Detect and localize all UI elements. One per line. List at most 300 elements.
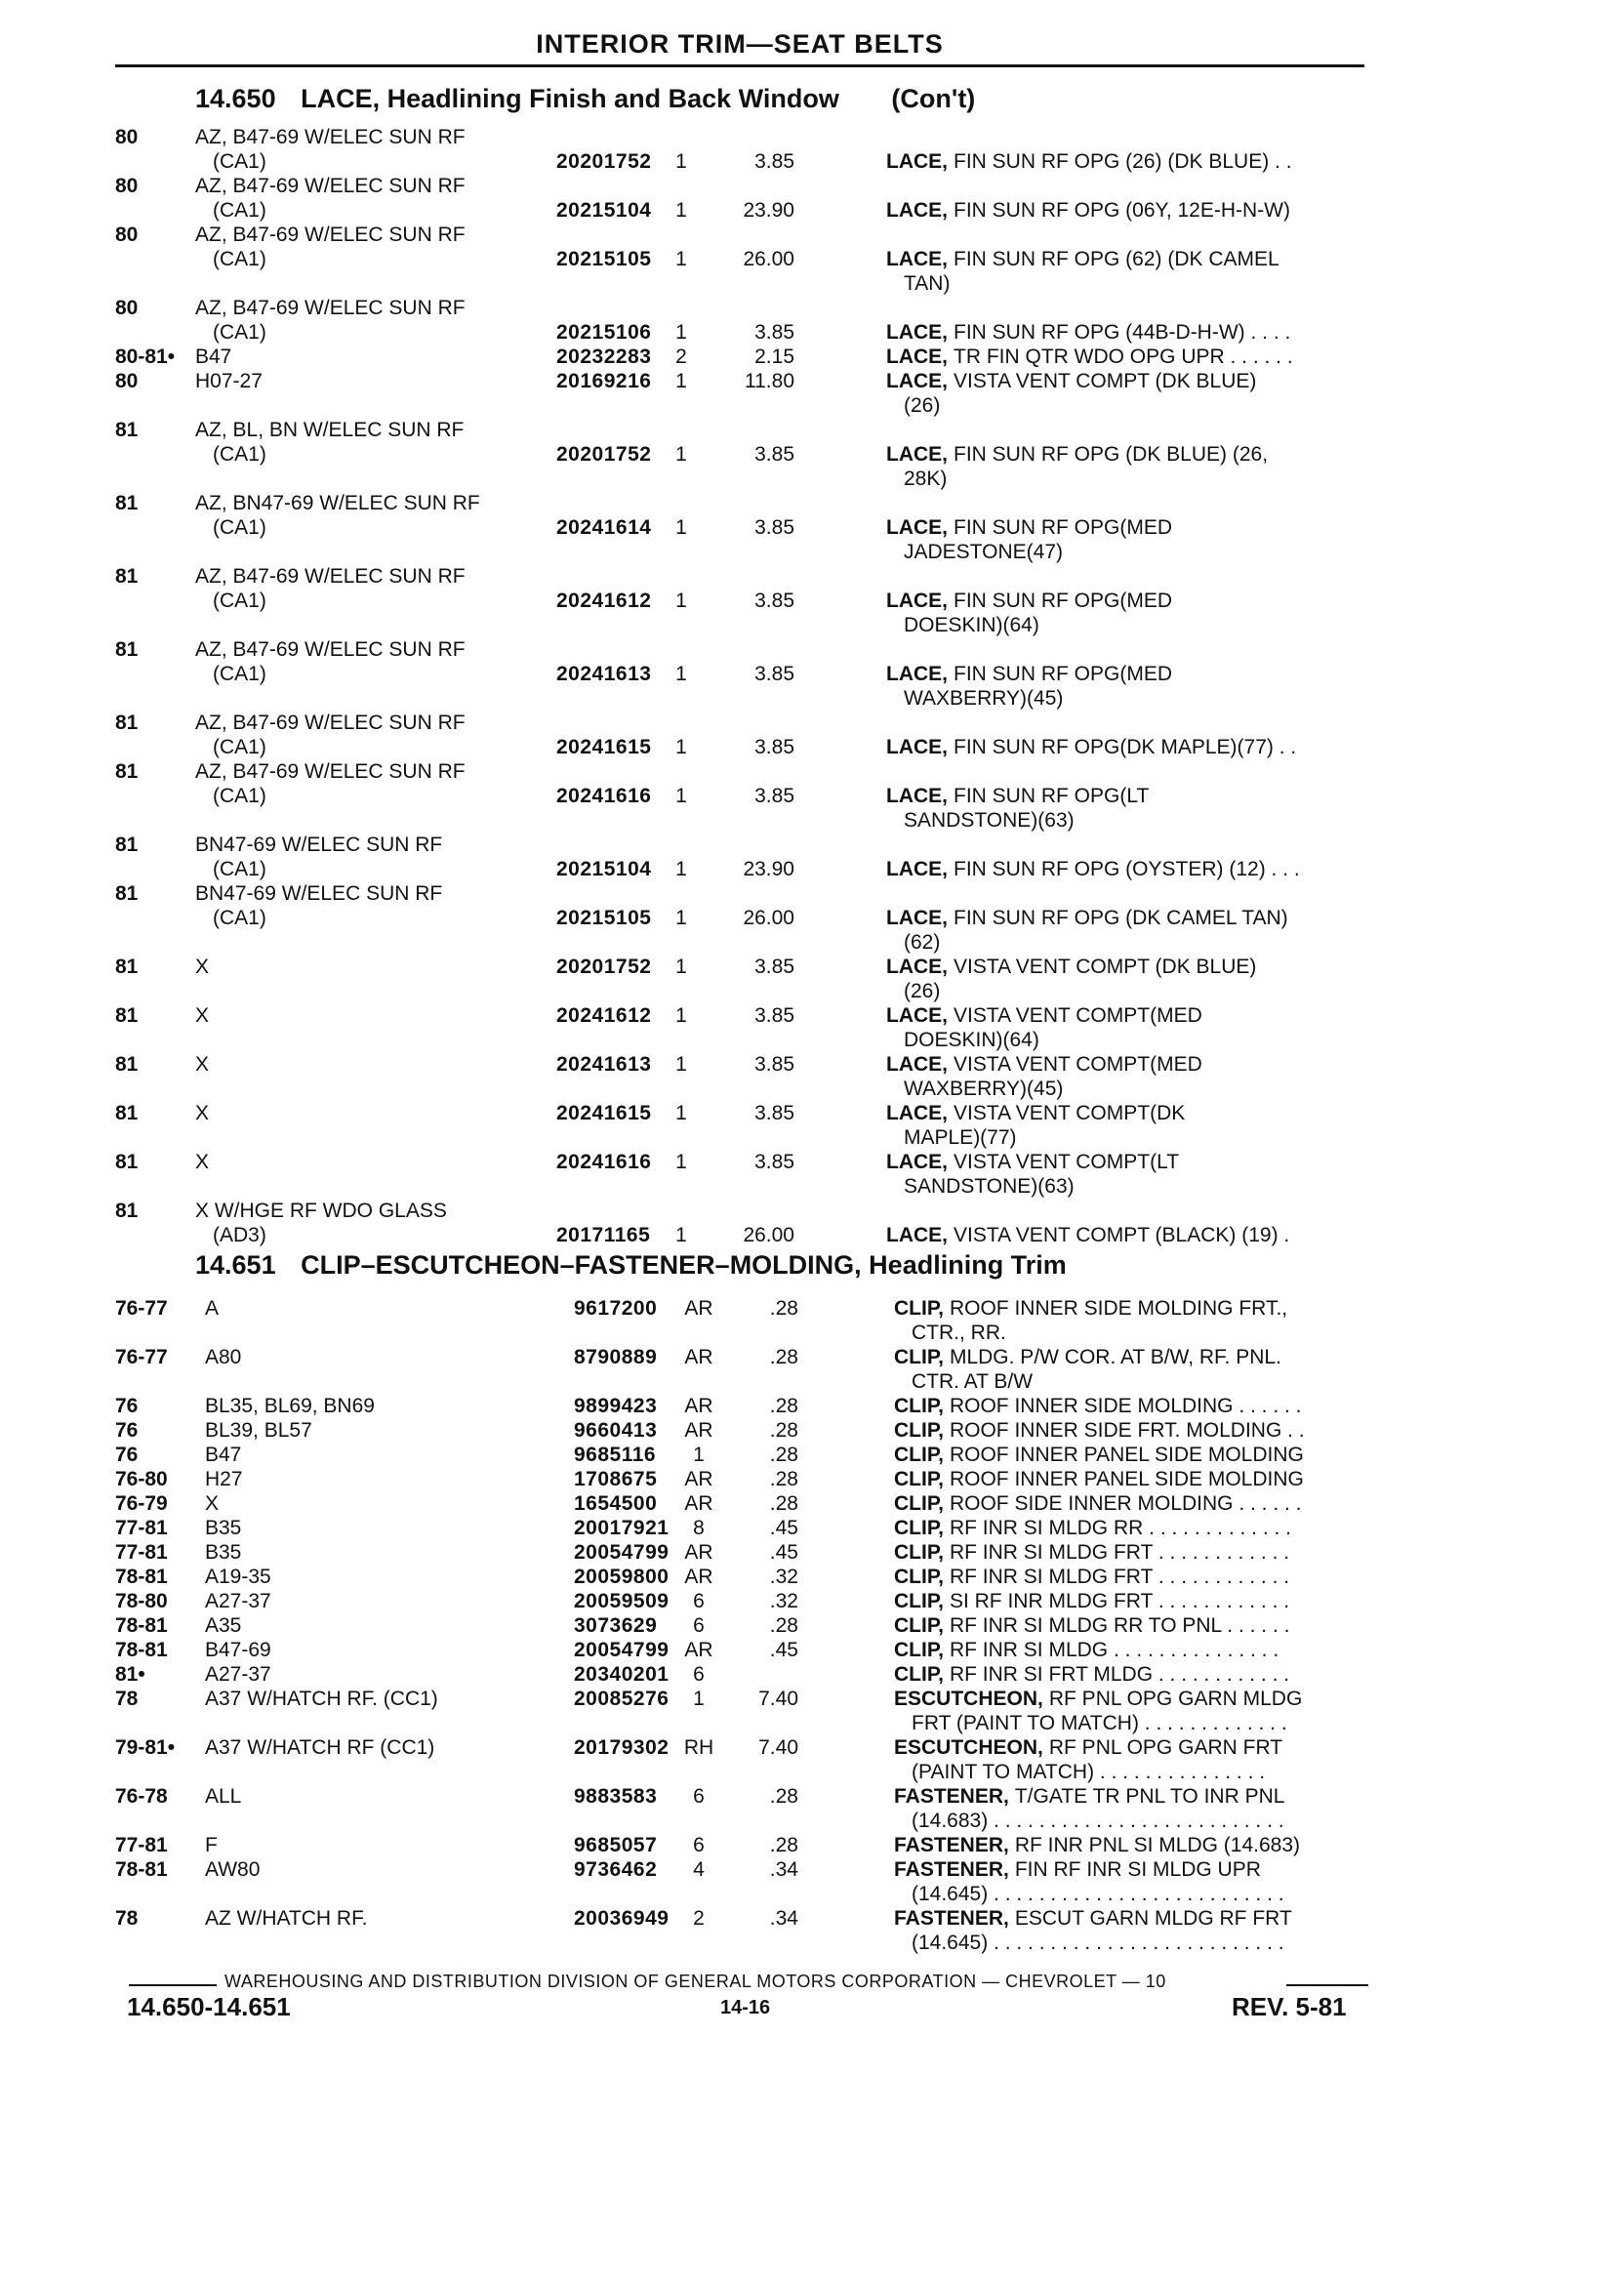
model-text: X	[195, 1102, 215, 1124]
model-applicability	[213, 1223, 550, 1247]
price: .28	[769, 1346, 798, 1368]
description-text: FIN SUN RF OPG (62) (DK CAMEL	[954, 248, 1279, 270]
description-continuation: WAXBERRY)(45)	[904, 1078, 1064, 1100]
price: .28	[769, 1834, 798, 1856]
year-range: 77-81	[115, 1541, 168, 1564]
quantity: 1	[675, 663, 687, 685]
price: 3.85	[754, 956, 794, 978]
price: .28	[769, 1444, 798, 1466]
description	[886, 369, 1384, 393]
price: 7.40	[758, 1736, 798, 1759]
quantity: 6	[693, 1590, 705, 1612]
description-keyword: LACE,	[886, 346, 948, 368]
description-text: TR FIN QTR WDO OPG UPR . . . . . .	[954, 346, 1293, 368]
quantity: 1	[675, 443, 687, 466]
description-keyword: LACE,	[886, 956, 948, 978]
description-text: VISTA VENT COMPT(LT	[954, 1151, 1180, 1173]
description-keyword: LACE,	[886, 443, 948, 466]
part-number: 20054799	[574, 1639, 670, 1661]
quantity: 1	[675, 370, 687, 392]
model-text: A80	[205, 1346, 247, 1368]
part-number: 9685116	[574, 1444, 657, 1466]
part-number: 20215105	[556, 907, 652, 929]
model-applicability	[213, 247, 550, 271]
price: 7.40	[758, 1688, 798, 1710]
description-text: RF PNL OPG GARN FRT	[1048, 1736, 1283, 1759]
part-number: 20241614	[556, 516, 652, 539]
description-keyword: LACE,	[886, 516, 948, 539]
description-keyword: CLIP,	[894, 1639, 944, 1661]
part-number: 20085276	[574, 1688, 670, 1710]
description	[886, 857, 1384, 881]
model-text: X	[195, 956, 215, 978]
year-range: 76-80	[115, 1468, 168, 1490]
description-text: SI RF INR MLDG FRT . . . . . . . . . . . .	[949, 1590, 1290, 1612]
year-range: 76	[115, 1444, 139, 1466]
quantity: 1	[675, 785, 687, 807]
description-continuation: (14.645) . . . . . . . . . . . . . . . . . . . . . . . . . .	[912, 1932, 1284, 1954]
price: .45	[769, 1639, 798, 1661]
part-number: 20059509	[574, 1590, 670, 1612]
description-keyword: LACE,	[886, 1053, 948, 1076]
description-continuation: (14.645) . . . . . . . . . . . . . . . . . . . . . . . . . .	[912, 1883, 1284, 1905]
part-number: 1708675	[574, 1468, 658, 1490]
description-text: VISTA VENT COMPT(DK	[954, 1102, 1186, 1124]
description	[894, 1857, 1384, 1882]
description	[886, 442, 1384, 467]
year-range: 76	[115, 1395, 139, 1417]
description-text: VISTA VENT COMPT (DK BLUE)	[954, 956, 1257, 978]
quantity: 8	[693, 1517, 705, 1539]
description	[886, 198, 1384, 223]
description-keyword: CLIP,	[894, 1444, 944, 1466]
description-text: VISTA VENT COMPT(MED	[954, 1004, 1202, 1027]
description-text: RF INR SI MLDG RR TO PNL . . . . . .	[949, 1614, 1290, 1637]
year-range: 81	[115, 1151, 139, 1173]
model-applicability	[195, 1101, 550, 1125]
model-text: H07-27	[195, 370, 268, 392]
model-applicability	[195, 1003, 550, 1028]
description-continuation: MAPLE)(77)	[904, 1126, 1017, 1149]
part-number: 20241615	[556, 736, 652, 758]
description-keyword: CLIP,	[894, 1566, 944, 1588]
description-keyword: LACE,	[886, 199, 948, 222]
section-title-14650	[195, 84, 975, 114]
description	[894, 1735, 1384, 1760]
description	[894, 1418, 1384, 1443]
description	[886, 149, 1384, 174]
price: .34	[769, 1907, 798, 1930]
model-text: (CA1)	[213, 736, 272, 758]
description-keyword: CLIP,	[894, 1541, 944, 1564]
description-keyword: LACE,	[886, 858, 948, 880]
model-text: A19-35	[205, 1566, 277, 1588]
price: 3.85	[754, 1004, 794, 1027]
part-number: 8790889	[574, 1346, 658, 1368]
price: .28	[769, 1492, 798, 1515]
price: 11.80	[745, 370, 794, 392]
price: 3.85	[754, 785, 794, 807]
description-keyword: LACE,	[886, 150, 948, 173]
part-number: 20215105	[556, 248, 652, 270]
year-range: 81	[115, 712, 139, 734]
description-continuation: (26)	[904, 980, 941, 1002]
quantity: AR	[684, 1566, 713, 1588]
description	[886, 515, 1384, 540]
description-keyword: LACE,	[886, 321, 948, 344]
description-keyword: LACE,	[886, 736, 948, 758]
model-applicability	[205, 1467, 568, 1491]
model-text: A35	[205, 1614, 247, 1637]
model-applicability	[213, 784, 550, 808]
quantity: 1	[693, 1688, 705, 1710]
price: 26.00	[743, 248, 794, 270]
part-number: 20241616	[556, 1151, 652, 1173]
description-text: FIN SUN RF OPG (06Y, 12E-H-N-W)	[954, 199, 1290, 222]
year-range: 80	[115, 224, 139, 246]
description	[886, 1003, 1384, 1028]
model-applicability	[213, 662, 550, 686]
model-text: BL39, BL57	[205, 1419, 318, 1442]
model-code: AZ, B47-69 W/ELEC SUN RF .....	[195, 637, 466, 662]
model-applicability	[213, 906, 550, 930]
model-applicability	[205, 1735, 568, 1760]
price: 23.90	[743, 199, 794, 222]
model-text: A	[205, 1297, 224, 1320]
year-range: 77-81	[115, 1834, 168, 1856]
section-title-14651	[195, 1250, 1067, 1281]
description-keyword: LACE,	[886, 590, 948, 612]
description-continuation: DOESKIN)(64)	[904, 1029, 1039, 1051]
description-continuation: 28K)	[904, 468, 948, 490]
model-text: X	[205, 1492, 224, 1515]
price: .28	[769, 1297, 798, 1320]
year-range: 81	[115, 492, 139, 514]
part-number: 20054799	[574, 1541, 670, 1564]
model-applicability	[195, 1052, 550, 1077]
quantity: 1	[675, 516, 687, 539]
quantity: AR	[684, 1297, 713, 1320]
footer-revision: REV. 5-81	[1232, 1992, 1347, 2021]
description-keyword: CLIP,	[894, 1297, 944, 1320]
year-range: 76-78	[115, 1785, 168, 1808]
quantity: 6	[693, 1663, 705, 1686]
price: .32	[769, 1590, 798, 1612]
part-number: 9899423	[574, 1395, 658, 1417]
footer-rule-right	[1286, 1984, 1368, 1986]
year-range: 81	[115, 1200, 139, 1222]
model-applicability	[205, 1662, 568, 1687]
part-number: 20036949	[574, 1907, 670, 1930]
model-text: ALL	[205, 1785, 247, 1808]
part-number: 9617200	[574, 1297, 658, 1320]
model-text: X	[195, 1151, 215, 1173]
description-keyword: LACE,	[886, 785, 948, 807]
price: .34	[769, 1858, 798, 1881]
description	[886, 1150, 1384, 1174]
model-applicability	[195, 955, 550, 979]
description-text: FIN SUN RF OPG(MED	[954, 663, 1172, 685]
description-text: RF INR SI MLDG FRT . . . . . . . . . . . .	[949, 1566, 1290, 1588]
model-applicability	[195, 1150, 550, 1174]
description-keyword: CLIP,	[894, 1346, 944, 1368]
description-keyword: CLIP,	[894, 1663, 944, 1686]
year-range: 81	[115, 1004, 139, 1027]
description-text: MLDG. P/W COR. AT B/W, RF. PNL.	[949, 1346, 1281, 1368]
model-applicability	[205, 1857, 568, 1882]
part-number: 9685057	[574, 1834, 658, 1856]
description-keyword: FASTENER,	[894, 1785, 1009, 1808]
model-text: (CA1)	[213, 907, 272, 929]
model-applicability	[205, 1687, 568, 1711]
quantity: 2	[675, 346, 687, 368]
model-applicability	[205, 1394, 568, 1418]
model-applicability	[205, 1491, 568, 1516]
description	[894, 1565, 1384, 1589]
description	[894, 1638, 1384, 1662]
description	[886, 1052, 1384, 1077]
model-text: (CA1)	[213, 785, 272, 807]
description-text: ROOF INNER PANEL SIDE MOLDING	[949, 1468, 1304, 1490]
section-note: (Con't)	[891, 84, 976, 113]
price: .28	[769, 1395, 798, 1417]
description-keyword: ESCUTCHEON,	[894, 1736, 1043, 1759]
description-keyword: CLIP,	[894, 1590, 944, 1612]
description	[894, 1662, 1384, 1687]
description	[886, 906, 1384, 930]
quantity: 2	[693, 1907, 705, 1930]
description-text: FIN SUN RF OPG (OYSTER) (12) . . .	[954, 858, 1300, 880]
price: 23.90	[743, 858, 794, 880]
model-text: (CA1)	[213, 663, 272, 685]
model-text: F	[205, 1834, 223, 1856]
model-text: (CA1)	[213, 248, 272, 270]
quantity: 1	[675, 150, 687, 173]
description-keyword: FASTENER,	[894, 1834, 1009, 1856]
description-text: RF INR SI FRT MLDG . . . . . . . . . . . .	[949, 1663, 1290, 1686]
description	[886, 1223, 1384, 1247]
price: 3.85	[754, 736, 794, 758]
model-code: BN47-69 W/ELEC SUN RF .....	[195, 833, 442, 857]
model-applicability	[205, 1833, 568, 1857]
year-range: 81	[115, 760, 139, 783]
model-code: X W/HGE RF WDO GLASS .....	[195, 1199, 447, 1223]
model-text: (CA1)	[213, 150, 272, 173]
model-code: AZ, BN47-69 W/ELEC SUN RF .....	[195, 491, 480, 515]
description-keyword: ESCUTCHEON,	[894, 1688, 1043, 1710]
description-text: VISTA VENT COMPT (DK BLUE)	[954, 370, 1257, 392]
section-number: 14.651	[195, 1250, 276, 1280]
model-applicability	[213, 589, 550, 613]
year-range: 79-81•	[115, 1736, 176, 1759]
description-keyword: CLIP,	[894, 1419, 944, 1442]
quantity: AR	[684, 1468, 713, 1490]
model-applicability	[205, 1296, 568, 1321]
description-continuation: (14.683) . . . . . . . . . . . . . . . . . . . . . . . . . .	[912, 1810, 1284, 1832]
model-code: AZ, B47-69 W/ELEC SUN RF .....	[195, 711, 466, 735]
model-code: AZ, B47-69 W/ELEC SUN RF .....	[195, 759, 466, 784]
description-continuation: FRT (PAINT TO MATCH) . . . . . . . . . . . . .	[912, 1712, 1287, 1734]
model-code: BN47-69 W/ELEC SUN RF .....	[195, 881, 442, 906]
model-applicability	[205, 1418, 568, 1443]
part-number: 20241615	[556, 1102, 652, 1124]
quantity: 1	[675, 858, 687, 880]
part-number: 20201752	[556, 150, 652, 173]
description-text: RF INR SI MLDG . . . . . . . . . . . . . . .	[949, 1639, 1279, 1661]
description-text: FIN SUN RF OPG(LT	[954, 785, 1150, 807]
description-continuation: WAXBERRY)(45)	[904, 687, 1064, 710]
description-continuation: (26)	[904, 394, 941, 417]
description	[886, 345, 1384, 369]
model-text: (CA1)	[213, 516, 272, 539]
description-text: VISTA VENT COMPT(MED	[954, 1053, 1202, 1076]
description-text: ROOF INNER PANEL SIDE MOLDING	[949, 1444, 1304, 1466]
model-text: (CA1)	[213, 199, 272, 222]
model-code: AZ, BL, BN W/ELEC SUN RF .....	[195, 418, 464, 442]
model-applicability	[213, 320, 550, 345]
footer-page-number: 14-16	[720, 1997, 771, 2018]
price: .45	[769, 1541, 798, 1564]
description-text: FIN SUN RF OPG(MED	[954, 590, 1172, 612]
model-code: AZ, B47-69 W/ELEC SUN RF .....	[195, 223, 466, 247]
part-number: 20241612	[556, 590, 652, 612]
model-applicability	[205, 1784, 568, 1809]
description-keyword: LACE,	[886, 1102, 948, 1124]
description	[894, 1394, 1384, 1418]
quantity: 1	[675, 1224, 687, 1246]
price: 3.85	[754, 516, 794, 539]
description	[894, 1296, 1384, 1321]
part-number: 20179302	[574, 1736, 670, 1759]
description-text: FIN SUN RF OPG(DK MAPLE)(77) . .	[954, 736, 1297, 758]
part-number: 9660413	[574, 1419, 658, 1442]
quantity: 4	[693, 1858, 705, 1881]
description-continuation: (62)	[904, 931, 941, 954]
quantity: 1	[675, 907, 687, 929]
description-text: FIN SUN RF OPG (26) (DK BLUE) . .	[954, 150, 1292, 173]
description-text: FIN SUN RF OPG (DK CAMEL TAN)	[954, 907, 1288, 929]
model-code: AZ, B47-69 W/ELEC SUN RF .....	[195, 174, 466, 198]
price: 3.85	[754, 1151, 794, 1173]
description	[894, 1613, 1384, 1638]
model-applicability	[195, 345, 550, 369]
price: .28	[769, 1419, 798, 1442]
model-applicability	[213, 735, 550, 759]
price: 3.85	[754, 321, 794, 344]
section-name: CLIP–ESCUTCHEON–FASTENER–MOLDING, Headlining Trim	[301, 1250, 1067, 1280]
part-number: 20241613	[556, 1053, 652, 1076]
model-text: A37 W/HATCH RF. (CC1)	[205, 1688, 444, 1710]
description	[886, 1101, 1384, 1125]
year-range: 81	[115, 834, 139, 856]
description-text: FIN SUN RF OPG (DK BLUE) (26,	[954, 443, 1269, 466]
quantity: 6	[693, 1785, 705, 1808]
header-rule	[115, 64, 1364, 67]
year-range: 76	[115, 1419, 139, 1442]
description-keyword: LACE,	[886, 907, 948, 929]
year-range: 78-81	[115, 1858, 168, 1881]
model-text: X	[195, 1053, 215, 1076]
description	[894, 1491, 1384, 1516]
year-range: 76-79	[115, 1492, 168, 1515]
description	[894, 1516, 1384, 1540]
part-number: 1654500	[574, 1492, 658, 1515]
model-text: B35	[205, 1541, 247, 1564]
year-range: 81	[115, 882, 139, 905]
quantity: 1	[675, 248, 687, 270]
description	[894, 1443, 1384, 1467]
description-text: ROOF INNER SIDE MOLDING . . . . . .	[949, 1395, 1302, 1417]
model-applicability	[213, 857, 550, 881]
year-range: 80	[115, 297, 139, 319]
part-number: 20232283	[556, 346, 652, 368]
year-range: 81	[115, 956, 139, 978]
quantity: 1	[675, 1004, 687, 1027]
description-text: ESCUT GARN MLDG RF FRT	[1014, 1907, 1292, 1930]
model-applicability	[195, 369, 550, 393]
price: 3.85	[754, 443, 794, 466]
quantity: 1	[693, 1444, 705, 1466]
description	[894, 1906, 1384, 1931]
description-continuation: CTR., RR.	[912, 1322, 1006, 1344]
description-keyword: LACE,	[886, 663, 948, 685]
description-text: RF PNL OPG GARN MLDG	[1048, 1688, 1303, 1710]
price: 3.85	[754, 150, 794, 173]
year-range: 78-81	[115, 1639, 168, 1661]
part-number: 9736462	[574, 1858, 658, 1881]
price: .32	[769, 1566, 798, 1588]
quantity: 1	[675, 199, 687, 222]
part-number: 20215106	[556, 321, 652, 344]
footer-division-text: WAREHOUSING AND DISTRIBUTION DIVISION OF GENERAL MOTORS CORPORATION — CHEVROLET — 10	[224, 1972, 1166, 1991]
quantity: 6	[693, 1834, 705, 1856]
description-keyword: LACE,	[886, 370, 948, 392]
model-text: (CA1)	[213, 443, 272, 466]
description-continuation: JADESTONE(47)	[904, 541, 1063, 563]
description	[894, 1345, 1384, 1369]
price: .28	[769, 1614, 798, 1637]
quantity: 6	[693, 1614, 705, 1637]
description	[886, 784, 1384, 808]
model-applicability	[205, 1345, 568, 1369]
price: .45	[769, 1517, 798, 1539]
year-range: 76-77	[115, 1297, 168, 1320]
description-text: RF INR SI MLDG RR . . . . . . . . . . . . .	[949, 1517, 1292, 1539]
quantity: AR	[684, 1639, 713, 1661]
year-range: 80-81•	[115, 346, 176, 368]
description-keyword: CLIP,	[894, 1492, 944, 1515]
description	[894, 1467, 1384, 1491]
model-applicability	[205, 1516, 568, 1540]
part-number: 20059800	[574, 1566, 670, 1588]
part-number: 20201752	[556, 443, 652, 466]
description	[886, 735, 1384, 759]
part-number: 20171165	[556, 1224, 651, 1246]
price: .28	[769, 1785, 798, 1808]
section-number: 14.650	[195, 84, 276, 113]
model-text: H27	[205, 1468, 249, 1490]
description	[886, 589, 1384, 613]
description-keyword: LACE,	[886, 1151, 948, 1173]
part-number: 20241613	[556, 663, 652, 685]
model-applicability	[205, 1906, 568, 1931]
quantity: 1	[675, 956, 687, 978]
model-applicability	[205, 1613, 568, 1638]
price: 26.00	[743, 1224, 794, 1246]
model-applicability	[213, 149, 550, 174]
model-text: AZ W/HATCH RF.	[205, 1907, 373, 1930]
model-applicability	[205, 1565, 568, 1589]
